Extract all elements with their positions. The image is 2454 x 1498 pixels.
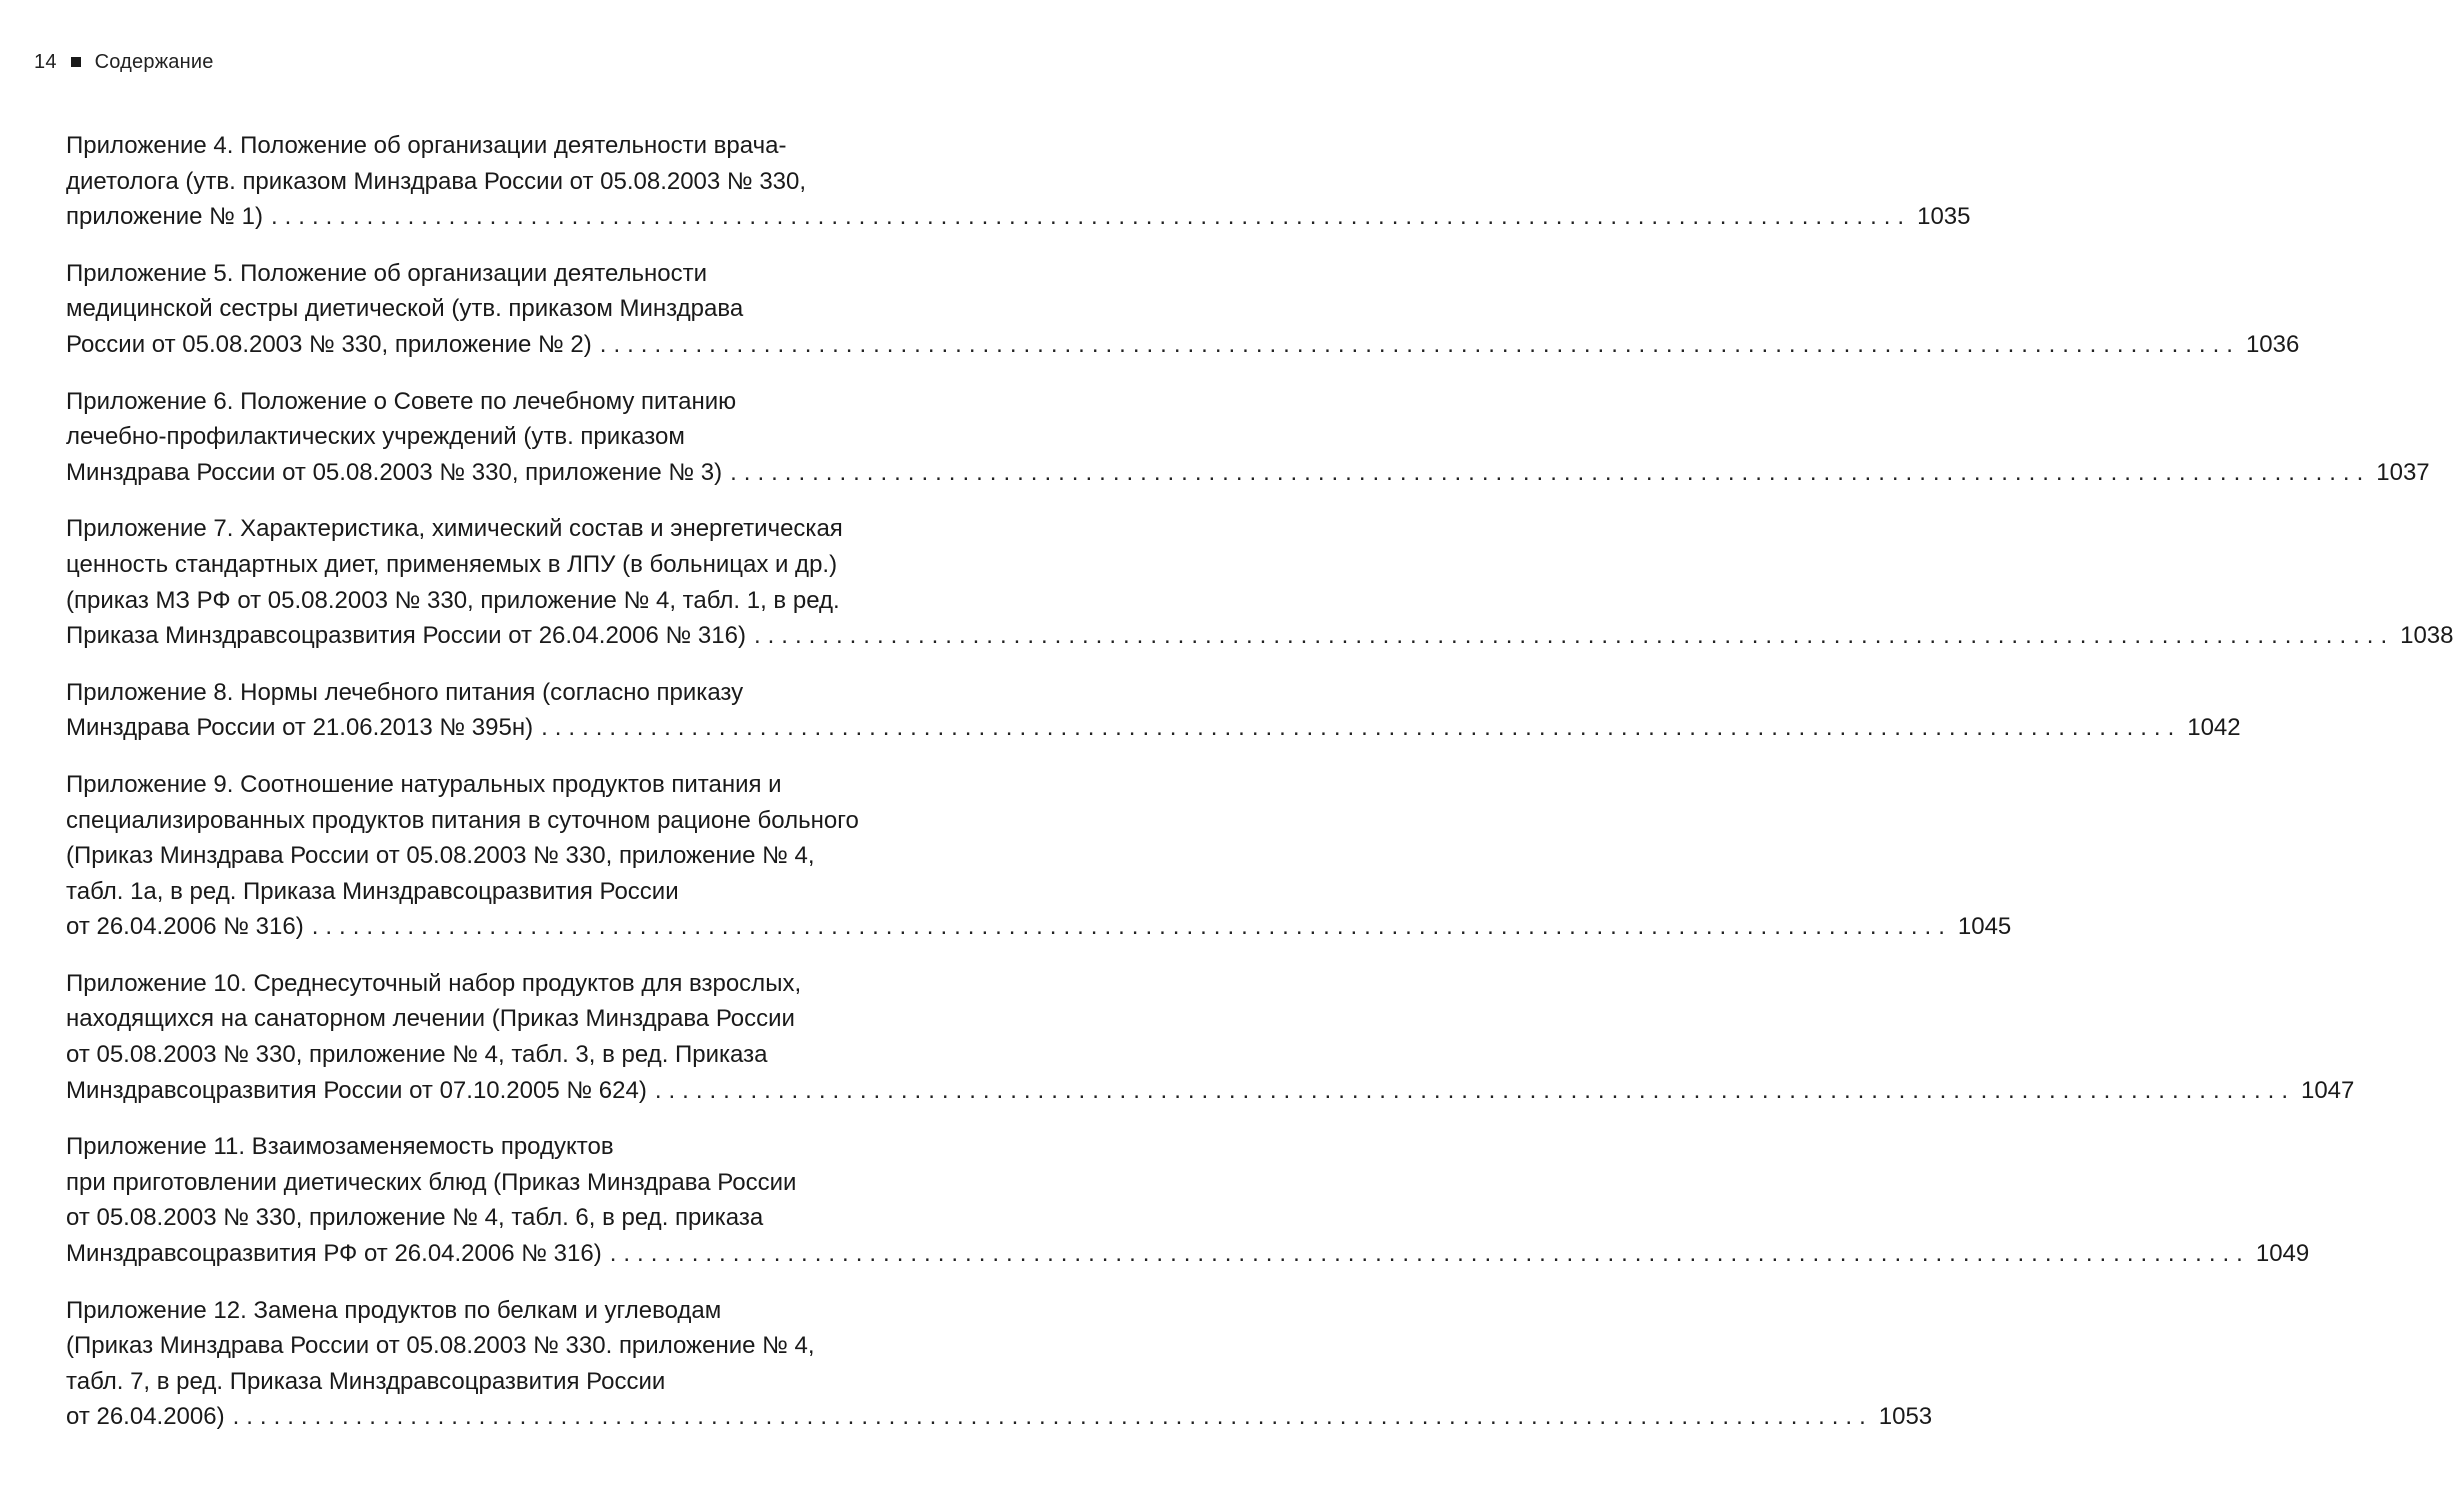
- toc-entry-line: от 05.08.2003 № 330, приложение № 4, табл. 6, в ред. приказа: [66, 1204, 764, 1232]
- toc-entry-line: (Приказ Минздрава России от 05.08.2003 № 330, приложение № 4,: [66, 842, 815, 870]
- dot-leader: ........................................................................................................................: [232, 1403, 1873, 1431]
- toc-entry-last-line: [66, 1236, 2310, 1272]
- toc-entry-last-line: [66, 909, 2012, 945]
- toc-entry[interactable]: [66, 966, 2355, 1108]
- dot-leader: ........................................................................................................................: [753, 622, 2395, 650]
- toc-entry[interactable]: [66, 1129, 2310, 1271]
- toc-page-number: 1038: [2400, 622, 2454, 650]
- dot-leader: ........................................................................................................................: [730, 458, 2371, 486]
- toc-page-number: 1045: [1957, 913, 2012, 941]
- toc-entry-line: находящихся на санаторном лечении (Приказ Минздрава России: [66, 1005, 795, 1033]
- toc-page-number: 1049: [2255, 1240, 2310, 1268]
- toc-page-number: 1037: [2376, 458, 2430, 486]
- toc-entry-last-line: [66, 1073, 2355, 1109]
- toc-entry-last-line: [66, 199, 1971, 235]
- toc-entry-last-line: [66, 618, 2454, 654]
- toc-entry-line: Приложение 11. Взаимозаменяемость продуктов: [66, 1133, 614, 1161]
- toc-entry-line: от 26.04.2006 № 316): [66, 913, 304, 941]
- toc-entry[interactable]: [66, 675, 2241, 746]
- toc-entry[interactable]: [66, 128, 1971, 235]
- toc-entry-line: Приказа Минздравсоцразвития России от 26.04.2006 № 316): [66, 622, 746, 650]
- toc-entry-line: специализированных продуктов питания в суточном рационе больного: [66, 806, 859, 834]
- toc-entry-line: Приложение 10. Среднесуточный набор продуктов для взрослых,: [66, 969, 802, 997]
- toc-entry[interactable]: [66, 1293, 1933, 1435]
- toc-entry-line: (Приказ Минздрава России от 05.08.2003 № 330. приложение № 4,: [66, 1332, 815, 1360]
- page-number: 14: [34, 50, 57, 73]
- toc-entry-last-line: [66, 455, 2430, 491]
- toc-entry-line: от 05.08.2003 № 330, приложение № 4, табл. 3, в ред. Приказа: [66, 1041, 768, 1069]
- toc-entry-line: диетолога (утв. приказом Минздрава России от 05.08.2003 № 330,: [66, 167, 807, 195]
- toc-entry[interactable]: [66, 256, 2300, 363]
- toc-entry-line: табл. 7, в ред. Приказа Минздравсоцразвития России: [66, 1367, 666, 1395]
- toc-entry-line: Приложение 6. Положение о Совете по лечебному питанию: [66, 387, 737, 415]
- toc-entry-line: Минздрава России от 05.08.2003 № 330, приложение № 3): [66, 458, 723, 486]
- toc-entry-last-line: [66, 1399, 1933, 1435]
- toc-entry-line: ценность стандартных диет, применяемых в ЛПУ (в больницах и др.): [66, 550, 838, 578]
- toc-entry-last-line: [66, 327, 2300, 363]
- toc-page-number: 1035: [1917, 203, 1971, 231]
- toc-entry-line: Минздрава России от 21.06.2013 № 395н): [66, 714, 534, 742]
- dot-leader: ........................................................................................................................: [654, 1076, 2295, 1104]
- running-head: [34, 48, 214, 76]
- toc-entry-line: Приложение 12. Замена продуктов по белкам и углеводам: [66, 1296, 722, 1324]
- toc-entry-last-line: [66, 710, 2241, 746]
- toc-entry-line: от 26.04.2006): [66, 1403, 225, 1431]
- toc-entry-line: приложение № 1): [66, 203, 263, 231]
- table-of-contents: [66, 128, 2454, 1456]
- dot-leader: ........................................................................................................................: [270, 203, 1912, 231]
- toc-entry-line: Минздравсоцразвития РФ от 26.04.2006 № 316): [66, 1240, 602, 1268]
- toc-entry-line: Приложение 8. Нормы лечебного питания (согласно приказу: [66, 678, 744, 706]
- toc-entry-line: Приложение 9. Соотношение натуральных продуктов питания и: [66, 770, 782, 798]
- toc-entry-line: медицинской сестры диетической (утв. приказом Минздрава: [66, 295, 744, 323]
- toc-entry-line: Приложение 4. Положение об организации деятельности врача-: [66, 132, 787, 159]
- toc-entry[interactable]: [66, 767, 2012, 945]
- section-title: Содержание: [94, 50, 214, 73]
- toc-page-number: 1053: [1878, 1403, 1933, 1431]
- toc-entry-line: (приказ МЗ РФ от 05.08.2003 № 330, приложение № 4, табл. 1, в ред.: [66, 586, 840, 614]
- dot-leader: ........................................................................................................................: [541, 714, 2182, 742]
- toc-entry-line: России от 05.08.2003 № 330, приложение № 2): [66, 330, 592, 358]
- toc-page-number: 1047: [2300, 1076, 2355, 1104]
- toc-entry-line: табл. 1а, в ред. Приказа Минздравсоцразвития России: [66, 877, 679, 905]
- toc-page-number: 1036: [2245, 330, 2300, 358]
- dot-leader: ........................................................................................................................: [609, 1240, 2250, 1268]
- toc-entry-line: лечебно-профилактических учреждений (утв. приказом: [66, 423, 685, 451]
- toc-entry-line: Приложение 7. Характеристика, химический состав и энергетическая: [66, 515, 843, 543]
- toc-page-number: 1042: [2187, 714, 2241, 742]
- square-bullet-icon: [71, 57, 81, 67]
- toc-entry-line: при приготовлении диетических блюд (Приказ Минздрава России: [66, 1168, 797, 1196]
- toc-entry-line: Приложение 5. Положение об организации деятельности: [66, 259, 708, 287]
- toc-entry[interactable]: [66, 384, 2430, 491]
- toc-entry[interactable]: [66, 511, 2454, 653]
- dot-leader: ........................................................................................................................: [311, 913, 1952, 941]
- dot-leader: ........................................................................................................................: [599, 330, 2240, 358]
- toc-entry-line: Минздравсоцразвития России от 07.10.2005 № 624): [66, 1076, 647, 1104]
